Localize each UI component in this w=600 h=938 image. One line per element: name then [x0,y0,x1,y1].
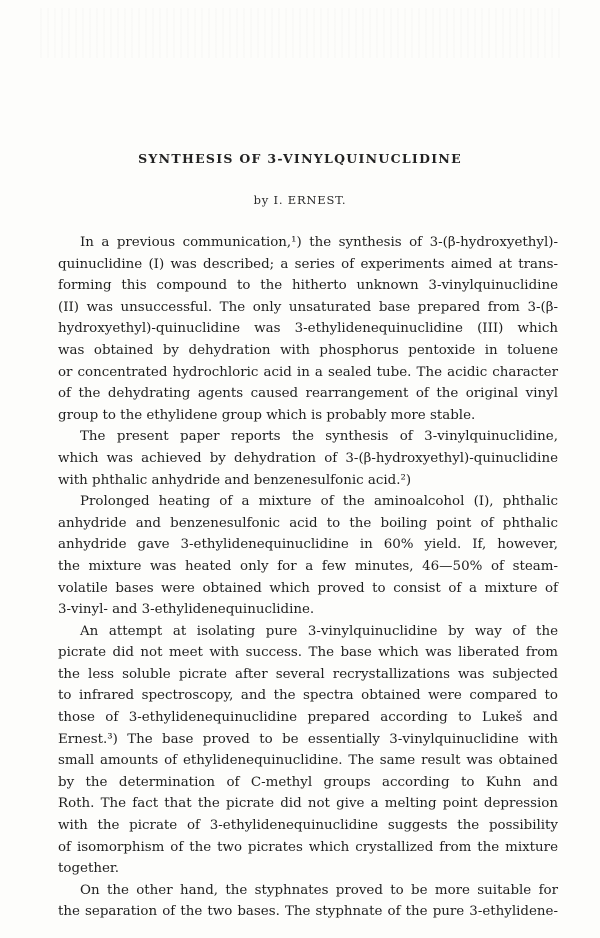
text-line: forming this compound to the hitherto unknown 3-vinylquinuclidine [58,278,558,294]
text-line: which was achieved by dehydration of 3-(β-hydroxyethyl)-quinuclidine [58,450,558,466]
text-line: Roth. The fact that the picrate did not give a melting point depression [58,796,558,812]
text-line: On the other hand, the styphnates proved to be more suitable for [80,882,558,898]
body-text [58,232,558,923]
text-line: (II) was unsuccessful. The only unsaturated base prepared from 3-(β- [58,299,558,315]
text-line: the separation of the two bases. The styphnate of the pure 3-ethylidene- [58,904,558,920]
text-line: of isomorphism of the two picrates which crystallized from the mixture [58,839,558,855]
text-line: anhydride gave 3-ethylidenequinuclidine in 60% yield. If, however, [58,537,558,553]
text-line: small amounts of ethylidenequinuclidine. The same result was obtained [58,753,558,769]
scan-artifact [40,8,560,58]
paragraph [58,491,558,621]
text-line: Prolonged heating of a mixture of the aminoalcohol (I), phthalic [80,494,558,510]
text-line: volatile bases were obtained which proved to consist of a mixture of [58,580,558,596]
text-line: Ernest.³) The base proved to be essentially 3-vinylquinuclidine with [58,731,558,747]
text-line: picrate did not meet with success. The base which was liberated from [58,645,558,661]
text-line: 3-vinyl- and 3-ethylidenequinuclidine. [58,602,315,618]
text-line: anhydride and benzenesulfonic acid to the boiling point of phthalic [58,515,558,531]
text-line: by the determination of C-methyl groups according to Kuhn and [58,774,558,790]
text-line: with the picrate of 3-ethylidenequinuclidine suggests the possibility [58,818,558,834]
text-line: the less soluble picrate after several recrystallizations was subjected [58,666,558,682]
paragraph [58,426,558,491]
paragraph [58,232,558,426]
author-byline: by I. ERNEST. [253,193,347,207]
text-line: to infrared spectroscopy, and the spectra obtained were compared to [58,688,558,704]
text-line: the mixture was heated only for a few minutes, 46—50% of steam- [58,558,558,574]
text-line: The present paper reports the synthesis of 3-vinylquinuclidine, [80,429,558,445]
text-line: quinuclidine (I) was described; a series of experiments aimed at trans- [58,256,558,272]
paragraph [58,621,558,880]
text-line: of the dehydrating agents caused rearrangement of the original vinyl [58,386,558,402]
text-line: with phthalic anhydride and benzenesulfonic acid.²) [58,472,412,488]
text-line: was obtained by dehydration with phosphorus pentoxide in toluene [58,342,558,358]
paragraph [58,880,558,923]
paper-title: SYNTHESIS OF 3-VINYLQUINUCLIDINE [138,151,462,166]
text-line: In a previous communication,¹) the synthesis of 3-(β-hydroxyethyl)- [80,235,558,250]
text-line: those of 3-ethylidenequinuclidine prepared according to Lukeš and [58,710,558,726]
text-line: hydroxyethyl)-quinuclidine was 3-ethylidenequinuclidine (III) which [58,321,558,337]
text-line: or concentrated hydrochloric acid in a sealed tube. The acidic character [58,364,558,380]
text-line: An attempt at isolating pure 3-vinylquinuclidine by way of the [80,623,558,639]
text-line: together. [58,861,120,877]
text-line: group to the ethylidene group which is probably more stable. [58,407,476,423]
